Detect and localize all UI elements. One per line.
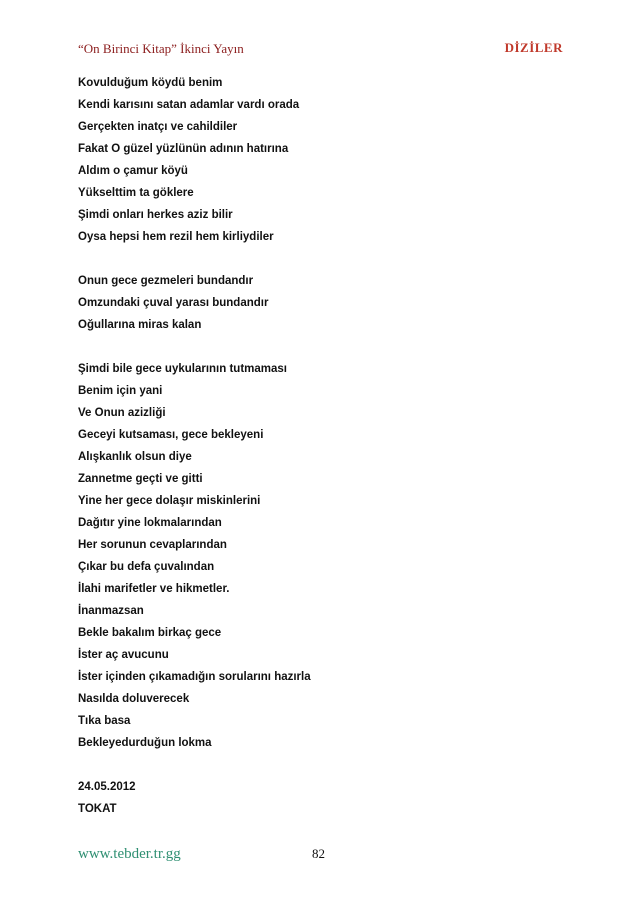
poem-line: Çıkar bu defa çuvalından <box>78 561 215 573</box>
poem-line: Geceyi kutsaması, gece bekleyeni <box>78 429 264 441</box>
stanza-3 <box>78 358 311 754</box>
poem-line: Ve Onun azizliği <box>78 407 166 419</box>
stanza-1 <box>78 72 311 248</box>
poem-line: Kendi karısını satan adamlar vardı orada <box>78 99 300 111</box>
poem-line: Yine her gece dolaşır miskinlerini <box>78 495 261 507</box>
poem-line: Aldım o çamur köyü <box>78 165 188 177</box>
poem-line: Dağıtır yine lokmalarından <box>78 517 222 529</box>
poem-line: Gerçekten inatçı ve cahildiler <box>78 121 238 133</box>
poem-date: 24.05.2012 <box>78 781 136 793</box>
poem-line: Zannetme geçti ve gitti <box>78 473 203 485</box>
poem-line: Nasılda doluverecek <box>78 693 190 705</box>
poem-line: Kovulduğum köydü benim <box>78 77 223 89</box>
poem-line: Her sorunun cevaplarından <box>78 539 227 551</box>
poem-line: İnanmazsan <box>78 605 144 617</box>
book-title-header: “On Birinci Kitap” İkinci Yayın <box>78 41 244 56</box>
poem-body <box>78 72 311 820</box>
poem-line: İster aç avucunu <box>78 649 169 661</box>
poem-line: Alışkanlık olsun diye <box>78 451 192 463</box>
poem-line: Benim için yani <box>78 385 163 397</box>
poem-line: Oğullarına miras kalan <box>78 319 202 331</box>
stanza-break <box>78 336 311 358</box>
poem-line: Yükselttim ta göklere <box>78 187 194 199</box>
stanza-break <box>78 248 311 270</box>
stanza-2 <box>78 270 311 336</box>
poem-line: Bekleyedurduğun lokma <box>78 737 212 749</box>
poem-line: Omzundaki çuval yarası bundandır <box>78 297 269 309</box>
poem-line: Fakat O güzel yüzlünün adının hatırına <box>78 143 289 155</box>
poem-line: İster içinden çıkamadığın sorularını hazırla <box>78 671 311 683</box>
section-title-header: DİZİLER <box>504 40 563 55</box>
page-number: 82 <box>312 846 325 861</box>
footer-website: www.tebder.tr.gg <box>78 846 181 862</box>
poem-line: Tıka basa <box>78 715 131 727</box>
stanza-break <box>78 754 311 776</box>
poem-line: Oysa hepsi hem rezil hem kirliydiler <box>78 231 274 243</box>
poem-line: Şimdi bile gece uykularının tutmaması <box>78 363 287 375</box>
poem-line: Bekle bakalım birkaç gece <box>78 627 222 639</box>
poem-line: Şimdi onları herkes aziz bilir <box>78 209 233 221</box>
poem-place: TOKAT <box>78 803 117 815</box>
poem-line: Onun gece gezmeleri bundandır <box>78 275 254 287</box>
poem-line: İlahi marifetler ve hikmetler. <box>78 583 230 595</box>
